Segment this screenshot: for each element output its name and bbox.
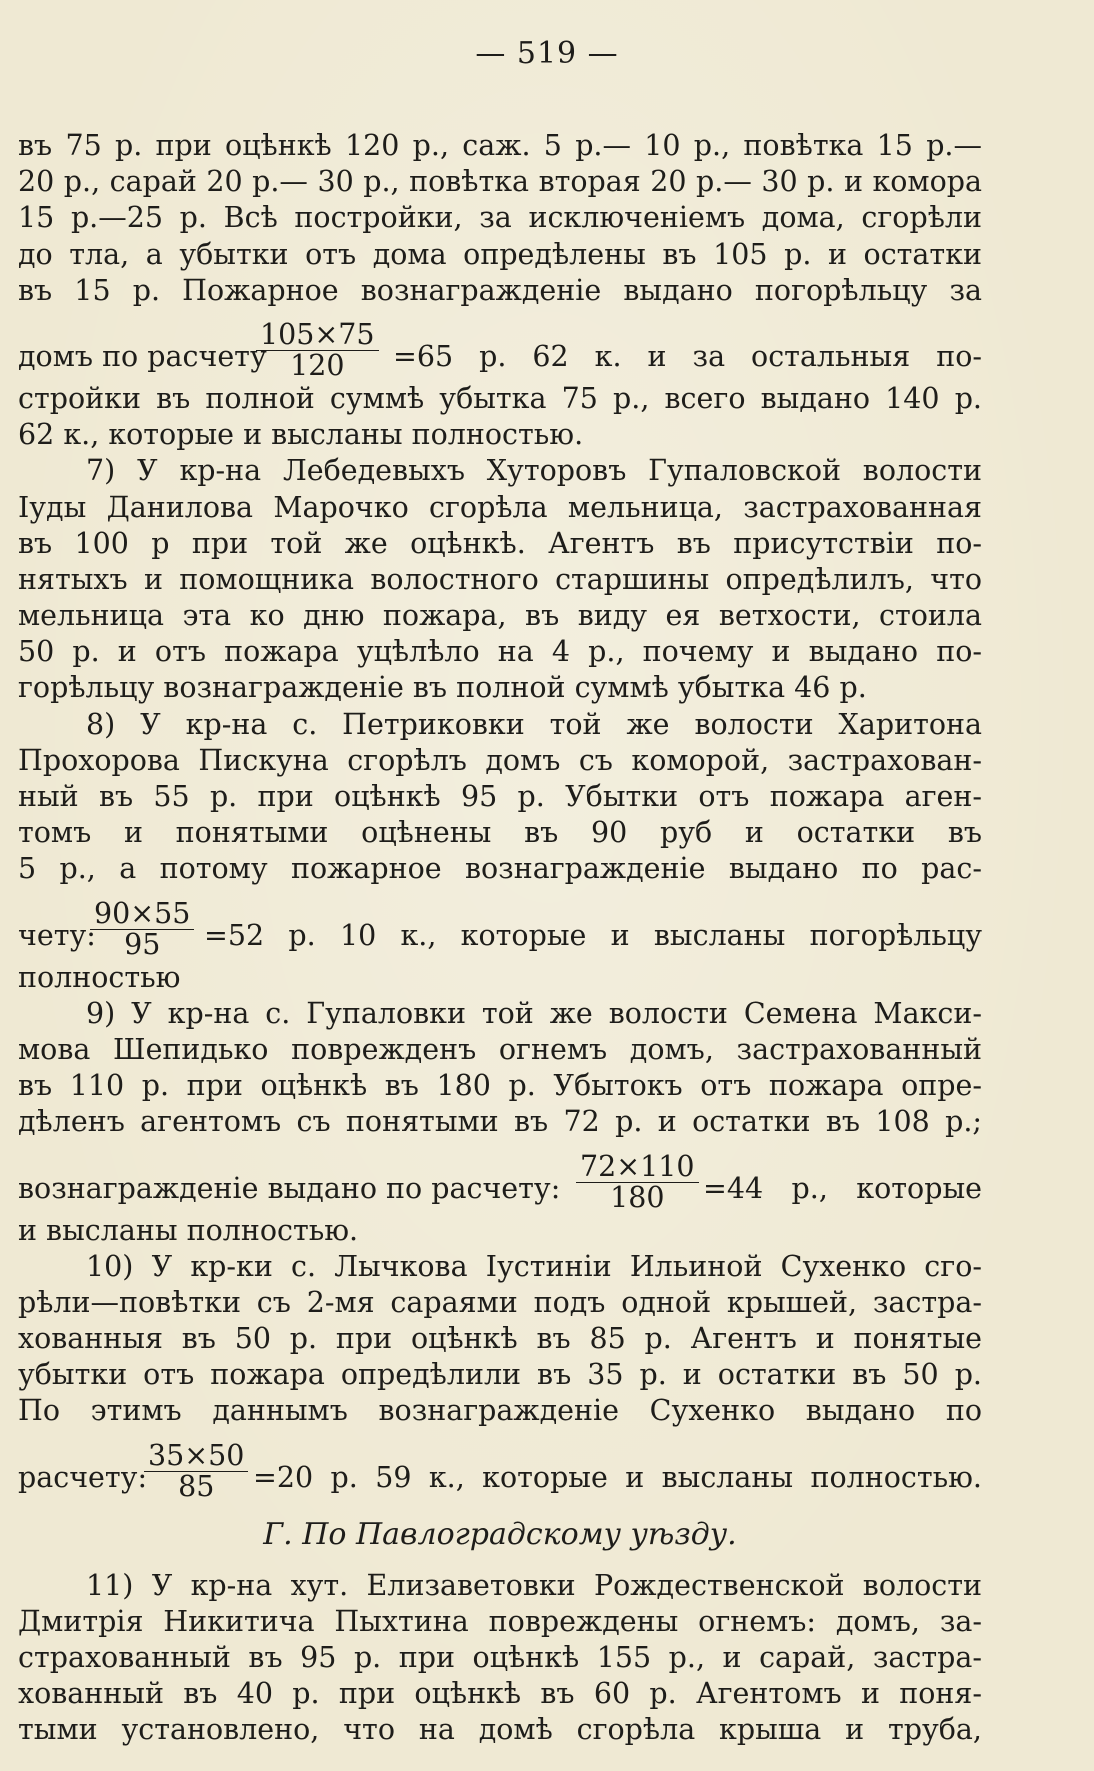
paragraph-start-line: 7) У кр-на Лебедевыхъ Хуторовъ Гупаловской волости bbox=[86, 454, 982, 488]
text-line: мова Шепидько поврежденъ огнемъ домъ, застрахованный bbox=[18, 1032, 982, 1066]
fraction-denominator: 95 bbox=[124, 927, 161, 961]
formula-line bbox=[18, 309, 982, 381]
text-line: тыми установлено, что на домѣ сгорѣла крыша и труба, bbox=[18, 1713, 982, 1747]
fraction-denominator: 120 bbox=[290, 348, 345, 382]
text-line: въ 100 р при той же оцѣнкѣ. Агентъ въ присутствіи по- bbox=[18, 526, 982, 560]
text-line: и высланы полностью. bbox=[18, 1213, 359, 1247]
text-line: хованный въ 40 р. при оцѣнкѣ въ 60 р. Агентомъ и поня- bbox=[18, 1677, 982, 1711]
text-line: въ 75 р. при оцѣнкѣ 120 р., саж. 5 р.— 10 р., повѣтка 15 р.— bbox=[18, 129, 982, 162]
fraction-numerator: 35×50 bbox=[144, 1441, 248, 1472]
text-line: рѣли—повѣтки съ 2-мя сараями подъ одной крышей, застра- bbox=[18, 1285, 982, 1319]
fraction bbox=[576, 1149, 699, 1214]
formula-left-text: домъ по расчету bbox=[18, 339, 267, 373]
text-line: 5 р., а потому пожарное вознагражденіе выдано по рас- bbox=[18, 852, 982, 886]
text-line: По этимъ даннымъ вознагражденіе Сухенко выдано по bbox=[18, 1394, 982, 1428]
fraction-numerator: 90×55 bbox=[90, 899, 194, 930]
text-line: горѣльцу вознагражденіе въ полной суммѣ убытка 46 р. bbox=[18, 671, 867, 705]
fraction-denominator: 180 bbox=[610, 1180, 665, 1214]
section-heading: Г. По Павлоградскому уѣзду. bbox=[263, 1516, 737, 1552]
text-line: томъ и понятыми оцѣнены въ 90 руб и остатки въ bbox=[18, 816, 982, 850]
formula-left-text: вознагражденіе выдано по расчету: bbox=[18, 1171, 561, 1205]
text-line: нятыхъ и помощника волостного старшины опредѣлилъ, что bbox=[18, 562, 982, 596]
text-line: Іуды Данилова Марочко сгорѣла мельница, застрахованная bbox=[18, 490, 982, 524]
text-line: стройки въ полной суммѣ убытка 75 р., всего выдано 140 р. bbox=[18, 381, 982, 415]
text-line: до тла, а убытки отъ дома опредѣлены въ 105 р. и остатки bbox=[18, 237, 982, 271]
fraction bbox=[256, 317, 379, 382]
text-line: 15 р.—25 р. Всѣ постройки, за исключеніемъ дома, сгорѣли bbox=[18, 201, 982, 235]
text-line: 20 р., сарай 20 р.— 30 р., повѣтка вторая 20 р.— 30 р. и комора bbox=[18, 165, 982, 199]
fraction-numerator: 105×75 bbox=[256, 320, 379, 351]
text-line: Прохорова Пискуна сгорѣлъ домъ съ коморой, застрахован- bbox=[18, 743, 982, 777]
formula-left-text: расчету: bbox=[18, 1460, 148, 1494]
text-line: убытки отъ пожара опредѣлили въ 35 р. и остатки въ 50 р. bbox=[18, 1358, 982, 1392]
text-line: въ 110 р. при оцѣнкѣ въ 180 р. Убытокъ отъ пожара опре- bbox=[18, 1069, 982, 1103]
formula-right-text: =65 р. 62 к. и за остальныя по- bbox=[393, 339, 982, 373]
paragraph-start-line: 9) У кр-на с. Гупаловки той же волости Семена Макси- bbox=[86, 996, 982, 1030]
text-line: хованныя въ 50 р. при оцѣнкѣ въ 85 р. Агентъ и понятые bbox=[18, 1322, 982, 1356]
formula-line bbox=[18, 1430, 982, 1502]
text-line: полностью bbox=[18, 960, 181, 994]
fraction-denominator: 85 bbox=[178, 1469, 215, 1503]
formula-right-text: =44 р., которые bbox=[703, 1171, 982, 1205]
text-line: дѣленъ агентомъ съ понятыми въ 72 р. и остатки въ 108 р.; bbox=[18, 1105, 982, 1139]
text-line: 50 р. и отъ пожара уцѣлѣло на 4 р., почему и выдано по- bbox=[18, 635, 982, 669]
page-number: — 519 — bbox=[475, 36, 619, 71]
formula-line bbox=[18, 888, 982, 960]
formula-left-text: чету: bbox=[18, 918, 96, 952]
paragraph-start-line: 11) У кр-на хут. Елизаветовки Рождественской волости bbox=[86, 1568, 982, 1602]
formula-right-text: =20 р. 59 к., которые и высланы полностью. bbox=[253, 1460, 982, 1494]
text-line: 62 к., которые и высланы полностью. bbox=[18, 418, 584, 452]
formula-right-text: =52 р. 10 к., которые и высланы погорѣльцу bbox=[204, 918, 982, 952]
paragraph-start-line: 8) У кр-на с. Петриковки той же волости Харитона bbox=[86, 707, 982, 741]
text-line: страхованный въ 95 р. при оцѣнкѣ 155 р., и сарай, застра- bbox=[18, 1641, 982, 1674]
text-line: мельница эта ко дню пожара, въ виду ея ветхости, стоила bbox=[18, 599, 982, 633]
paragraph-start-line: 10) У кр-ки с. Лычкова Іустиніи Ильиной Сухенко сго- bbox=[86, 1249, 982, 1283]
fraction-numerator: 72×110 bbox=[576, 1152, 699, 1183]
body-text bbox=[18, 128, 982, 1749]
fraction bbox=[90, 896, 194, 961]
text-line: Дмитрія Никитича Пыхтина повреждены огнемъ: домъ, за- bbox=[18, 1604, 982, 1638]
text-line: въ 15 р. Пожарное вознагражденіе выдано погорѣльцу за bbox=[18, 273, 982, 307]
fraction bbox=[144, 1438, 248, 1503]
formula-line bbox=[18, 1141, 982, 1213]
text-line: ный въ 55 р. при оцѣнкѣ 95 р. Убытки отъ пожара аген- bbox=[18, 780, 982, 813]
